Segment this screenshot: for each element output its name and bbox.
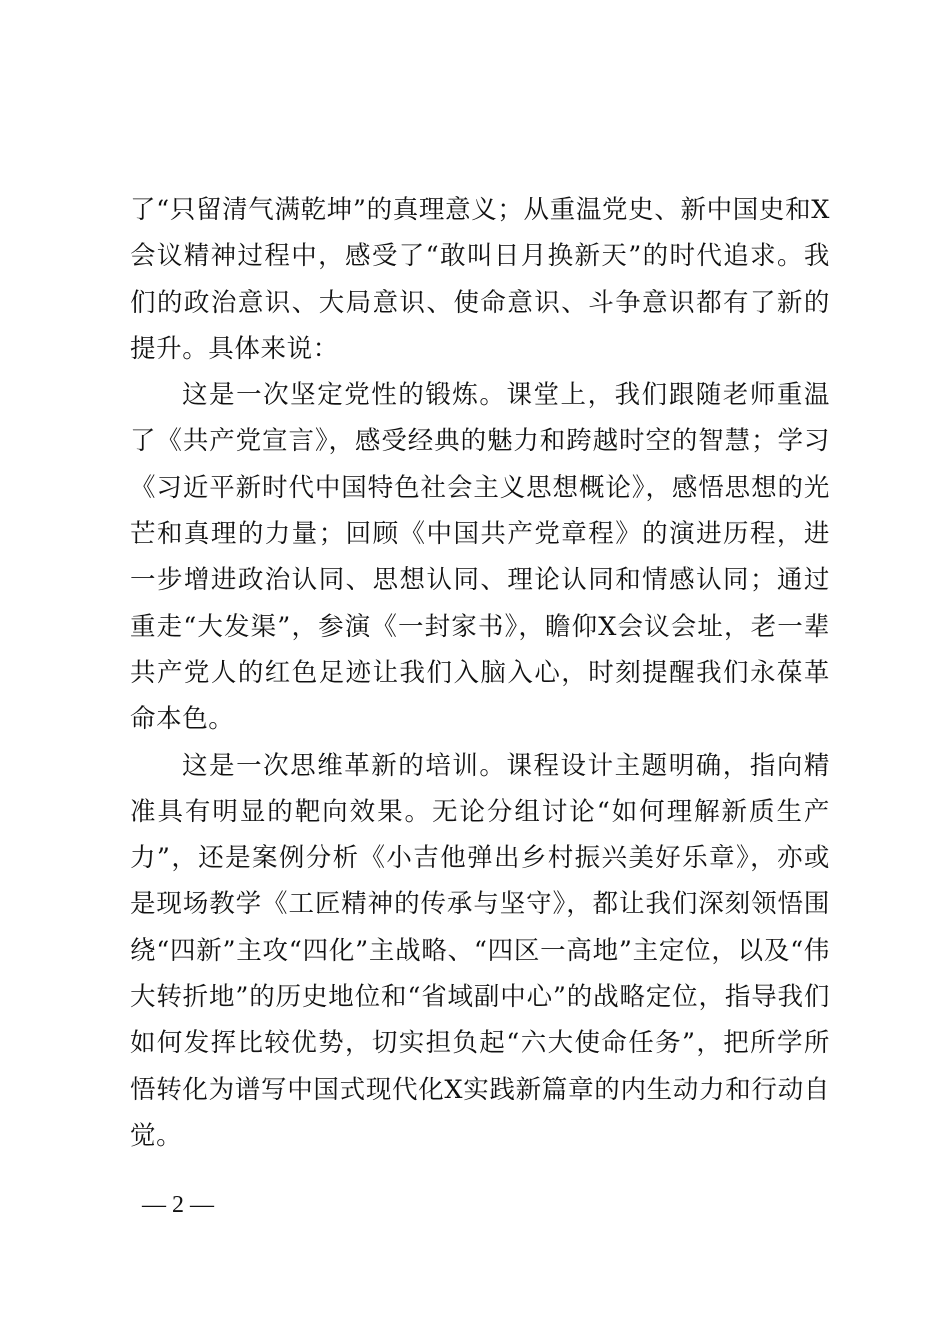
page-number: — 2 — bbox=[142, 1192, 214, 1218]
document-body bbox=[130, 187, 830, 1159]
paragraph-party-spirit: 这是一次坚定党性的锻炼。课堂上，我们跟随老师重温了《共产党宣言》，感受经典的魅力和跨越时空的智慧；学习《习近平新时代中国特色社会主义思想概论》，感悟思想的光芒和真理的力量；回顾《中国共产党章程》的演进历程，进一步增进政治认同、思想认同、理论认同和情感认同；通过重走“大发渠”，参演《一封家书》，瞻仰X会议会址，老一辈共产党人的红色足迹让我们入脑入心，时刻提醒我们永葆革命本色。 bbox=[130, 380, 830, 735]
paragraph-thinking-innovation: 这是一次思维革新的培训。课程设计主题明确，指向精准具有明显的靶向效果。无论分组讨论“如何理解新质生产力”，还是案例分析《小吉他弹出乡村振兴美好乐章》，亦或是现场教学《工匠精神的传承与坚守》，都让我们深刻领悟围绕“四新”主攻“四化”主战略、“四区一高地”主定位，以及“伟大转折地”的历史地位和“省域副中心”的战略定位，指导我们如何发挥比较优势，切实担负起“六大使命任务”，把所学所悟转化为谱写中国式现代化X实践新篇章的内生动力和行动自觉。 bbox=[130, 750, 830, 1151]
paragraph-continuation: 了“只留清气满乾坤”的真理意义；从重温党史、新中国史和X会议精神过程中，感受了“敢叫日月换新天”的时代追求。我们的政治意识、大局意识、使命意识、斗争意识都有了新的提升。具体来说： bbox=[130, 195, 830, 364]
